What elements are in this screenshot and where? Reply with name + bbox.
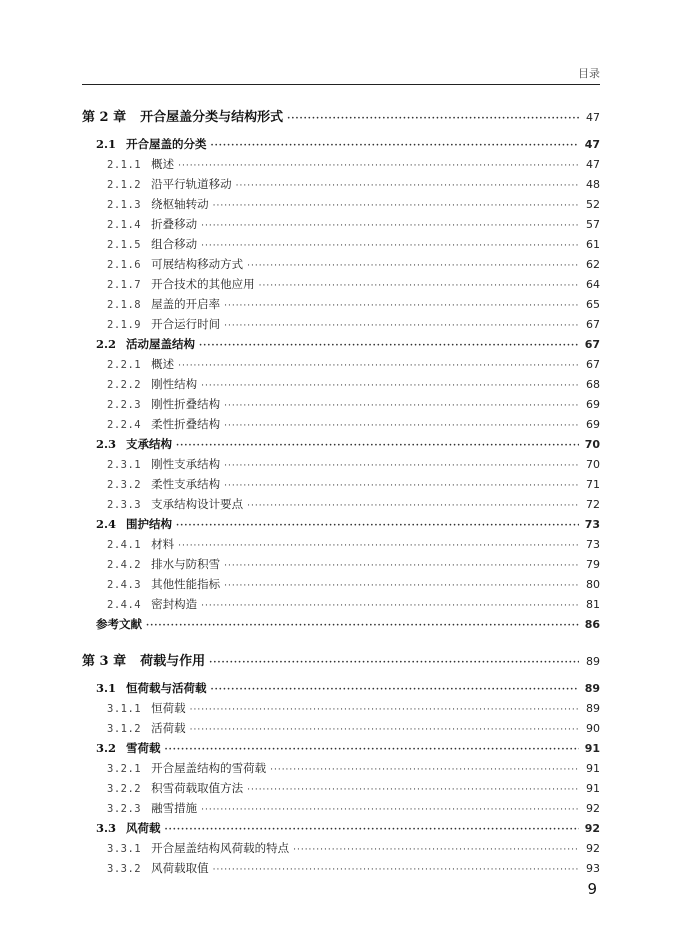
toc-entry-title: 开合屋盖的分类 bbox=[126, 137, 207, 151]
toc-entry-label bbox=[107, 316, 220, 332]
toc-sub-row[interactable] bbox=[82, 156, 600, 176]
toc-page-number: 86 bbox=[584, 618, 600, 631]
toc-entry-title: 开合屋盖分类与结构形式 bbox=[140, 110, 284, 125]
toc-entry-title: 雪荷载 bbox=[126, 741, 161, 755]
toc-page-number: 68 bbox=[586, 378, 600, 391]
toc-entry-label bbox=[107, 840, 289, 856]
toc-page-number: 61 bbox=[586, 238, 600, 251]
toc-entry-number: 3.2.2 bbox=[107, 783, 142, 795]
toc-entry-title: 概述 bbox=[151, 357, 175, 371]
page-number: 9 bbox=[587, 880, 597, 898]
toc-entry-number: 3.3.2 bbox=[107, 863, 142, 875]
toc-page-number: 89 bbox=[586, 702, 600, 715]
toc-entry-label bbox=[107, 476, 220, 492]
toc-page-number: 80 bbox=[586, 578, 600, 591]
toc-entry-label bbox=[107, 216, 197, 232]
toc-refs-row[interactable] bbox=[82, 616, 600, 636]
toc-page-number: 92 bbox=[586, 802, 600, 815]
toc-chapter-row[interactable] bbox=[82, 106, 600, 128]
toc-entry-number: 2.1.8 bbox=[107, 299, 142, 311]
toc-entry-label bbox=[107, 276, 255, 292]
toc-entry-title: 柔性支承结构 bbox=[151, 477, 221, 491]
toc-entry-number: 3.1 bbox=[96, 681, 117, 695]
toc-section-row[interactable] bbox=[82, 820, 600, 840]
toc-entry-number: 3.2 bbox=[96, 741, 117, 755]
header-title: 目录 bbox=[578, 67, 600, 80]
dot-leader bbox=[213, 201, 579, 211]
toc-sub-row[interactable] bbox=[82, 196, 600, 216]
dot-leader bbox=[146, 621, 579, 631]
toc-sub-row[interactable] bbox=[82, 780, 600, 800]
toc-entry-title: 屋盖的开启率 bbox=[151, 297, 221, 311]
toc-entry-title: 其他性能指标 bbox=[151, 577, 221, 591]
toc-entry-label bbox=[96, 436, 172, 452]
toc-page-number: 64 bbox=[586, 278, 600, 291]
toc-entry-number: 2.1.5 bbox=[107, 239, 142, 251]
dot-leader bbox=[178, 541, 579, 551]
dot-leader bbox=[224, 581, 579, 591]
toc-section-row[interactable] bbox=[82, 740, 600, 760]
toc-sub-row[interactable] bbox=[82, 356, 600, 376]
toc-entry-label bbox=[107, 556, 220, 572]
toc-entry-label bbox=[107, 576, 220, 592]
toc-entry-label bbox=[96, 616, 142, 632]
toc-page-number: 47 bbox=[586, 111, 600, 124]
toc-entry-title: 沿平行轨道移动 bbox=[151, 177, 232, 191]
table-of-contents bbox=[82, 106, 600, 880]
toc-page-number: 67 bbox=[586, 318, 600, 331]
toc-entry-number: 2.1.3 bbox=[107, 199, 142, 211]
dot-leader bbox=[209, 658, 579, 668]
toc-entry-number: 2.3.3 bbox=[107, 499, 142, 511]
toc-sub-row[interactable] bbox=[82, 376, 600, 396]
toc-entry-label bbox=[107, 456, 220, 472]
toc-page-number: 69 bbox=[586, 398, 600, 411]
toc-entry-number: 3.1.2 bbox=[107, 723, 142, 735]
toc-page-number: 91 bbox=[586, 762, 600, 775]
dot-leader bbox=[247, 261, 579, 271]
toc-sub-row[interactable] bbox=[82, 496, 600, 516]
toc-entry-number: 3.2.1 bbox=[107, 763, 142, 775]
toc-page-number: 47 bbox=[584, 138, 600, 151]
toc-page-number: 48 bbox=[586, 178, 600, 191]
toc-entry-title: 材料 bbox=[151, 537, 175, 551]
toc-sub-row[interactable] bbox=[82, 216, 600, 236]
dot-leader bbox=[211, 685, 579, 695]
toc-entry-label bbox=[107, 760, 266, 776]
toc-entry-title: 风荷载取值 bbox=[151, 861, 209, 875]
dot-leader bbox=[224, 321, 579, 331]
toc-sub-row[interactable] bbox=[82, 596, 600, 616]
toc-entry-label bbox=[96, 136, 207, 152]
dot-leader bbox=[224, 301, 579, 311]
toc-entry-number: 2.4 bbox=[96, 517, 117, 531]
toc-entry-number: 2.2.1 bbox=[107, 359, 142, 371]
toc-sub-row[interactable] bbox=[82, 316, 600, 336]
toc-sub-row[interactable] bbox=[82, 800, 600, 820]
toc-sub-row[interactable] bbox=[82, 456, 600, 476]
toc-sub-row[interactable] bbox=[82, 576, 600, 596]
toc-entry-label bbox=[107, 396, 220, 412]
toc-entry-title: 支承结构 bbox=[126, 437, 173, 451]
dot-leader bbox=[199, 341, 579, 351]
toc-entry-label bbox=[107, 700, 186, 716]
toc-sub-row[interactable] bbox=[82, 176, 600, 196]
toc-entry-title: 密封构造 bbox=[151, 597, 198, 611]
toc-sub-row[interactable] bbox=[82, 860, 600, 880]
toc-entry-label bbox=[107, 536, 174, 552]
dot-leader bbox=[165, 825, 579, 835]
toc-entry-number: 2.4.3 bbox=[107, 579, 142, 591]
toc-sub-row[interactable] bbox=[82, 840, 600, 860]
chapter-gap bbox=[82, 672, 600, 680]
toc-page-number: 69 bbox=[586, 418, 600, 431]
dot-leader bbox=[259, 281, 579, 291]
toc-entry-number: 3.1.1 bbox=[107, 703, 142, 715]
toc-entry-title: 开合技术的其他应用 bbox=[151, 277, 255, 291]
toc-entry-label bbox=[107, 376, 197, 392]
toc-entry-number: 2.4.1 bbox=[107, 539, 142, 551]
toc-page-number: 73 bbox=[584, 518, 600, 531]
dot-leader bbox=[176, 521, 579, 531]
toc-page-number: 79 bbox=[586, 558, 600, 571]
toc-page-number: 91 bbox=[584, 742, 600, 755]
toc-entry-label bbox=[107, 720, 186, 736]
toc-entry-label bbox=[96, 516, 172, 532]
toc-entry-title: 活动屋盖结构 bbox=[126, 337, 196, 351]
toc-entry-title: 排水与防积雪 bbox=[151, 557, 221, 571]
toc-sub-row[interactable] bbox=[82, 236, 600, 256]
toc-entry-label bbox=[107, 800, 197, 816]
toc-page-number: 73 bbox=[586, 538, 600, 551]
toc-sub-row[interactable] bbox=[82, 536, 600, 556]
toc-section-row[interactable] bbox=[82, 516, 600, 536]
toc-sub-row[interactable] bbox=[82, 476, 600, 496]
toc-entry-title: 参考文献 bbox=[96, 617, 142, 631]
toc-page-number: 92 bbox=[586, 842, 600, 855]
toc-entry-number: 3.2.3 bbox=[107, 803, 142, 815]
toc-entry-label bbox=[107, 196, 209, 212]
toc-entry-title: 积雪荷载取值方法 bbox=[151, 781, 244, 795]
toc-page-number: 89 bbox=[584, 682, 600, 695]
toc-chapter-row[interactable] bbox=[82, 650, 600, 672]
dot-leader bbox=[270, 765, 579, 775]
toc-entry-label bbox=[107, 596, 197, 612]
toc-entry-title: 融雪措施 bbox=[151, 801, 198, 815]
toc-entry-label bbox=[96, 680, 207, 696]
toc-entry-number: 2.3.1 bbox=[107, 459, 142, 471]
toc-entry-title: 刚性结构 bbox=[151, 377, 198, 391]
toc-entry-number: 2.1.9 bbox=[107, 319, 142, 331]
toc-entry-number: 2.2 bbox=[96, 337, 117, 351]
dot-leader bbox=[224, 421, 579, 431]
toc-sub-row[interactable] bbox=[82, 760, 600, 780]
toc-entry-number: 2.3 bbox=[96, 437, 117, 451]
toc-sub-row[interactable] bbox=[82, 556, 600, 576]
dot-leader bbox=[213, 865, 579, 875]
toc-entry-number: 2.2.3 bbox=[107, 399, 142, 411]
toc-page-number: 65 bbox=[586, 298, 600, 311]
toc-entry-number: 2.4.2 bbox=[107, 559, 142, 571]
toc-entry-label bbox=[82, 106, 283, 125]
toc-entry-title: 支承结构设计要点 bbox=[151, 497, 244, 511]
toc-entry-title: 概述 bbox=[151, 157, 175, 171]
toc-entry-number: 2.1.7 bbox=[107, 279, 142, 291]
toc-entry-label bbox=[107, 356, 174, 372]
toc-page-number: 90 bbox=[586, 722, 600, 735]
toc-entry-label bbox=[107, 860, 209, 876]
chapter-gap bbox=[82, 128, 600, 136]
toc-page-number: 67 bbox=[584, 338, 600, 351]
toc-entry-title: 开合屋盖结构的雪荷载 bbox=[151, 761, 267, 775]
toc-page-number: 92 bbox=[584, 822, 600, 835]
toc-entry-title: 刚性折叠结构 bbox=[151, 397, 221, 411]
dot-leader bbox=[176, 441, 579, 451]
toc-page-number: 70 bbox=[584, 438, 600, 451]
toc-entry-number: 2.3.2 bbox=[107, 479, 142, 491]
dot-leader bbox=[201, 381, 579, 391]
toc-entry-label bbox=[107, 296, 220, 312]
dot-leader bbox=[190, 725, 579, 735]
toc-entry-number: 2.1.4 bbox=[107, 219, 142, 231]
dot-leader bbox=[178, 161, 579, 171]
toc-entry-title: 恒荷载 bbox=[151, 701, 186, 715]
toc-entry-label bbox=[107, 256, 243, 272]
toc-page-number: 72 bbox=[586, 498, 600, 511]
toc-entry-title: 恒荷载与活荷载 bbox=[126, 681, 207, 695]
toc-page-number: 47 bbox=[586, 158, 600, 171]
toc-entry-label bbox=[107, 156, 174, 172]
toc-entry-label bbox=[107, 780, 243, 796]
toc-entry-title: 围护结构 bbox=[126, 517, 173, 531]
toc-entry-number: 2.2.4 bbox=[107, 419, 142, 431]
toc-entry-number: 3.3.1 bbox=[107, 843, 142, 855]
toc-sub-row[interactable] bbox=[82, 700, 600, 720]
toc-section-row[interactable] bbox=[82, 436, 600, 456]
toc-entry-title: 刚性支承结构 bbox=[151, 457, 221, 471]
toc-section-row[interactable] bbox=[82, 680, 600, 700]
dot-leader bbox=[165, 745, 579, 755]
toc-entry-title: 开合屋盖结构风荷载的特点 bbox=[151, 841, 290, 855]
toc-page-number: 62 bbox=[586, 258, 600, 271]
dot-leader bbox=[224, 481, 579, 491]
toc-entry-title: 风荷载 bbox=[126, 821, 161, 835]
toc-entry-label bbox=[107, 416, 220, 432]
toc-entry-title: 绕枢轴转动 bbox=[151, 197, 209, 211]
toc-entry-number: 2.1.6 bbox=[107, 259, 142, 271]
dot-leader bbox=[178, 361, 579, 371]
dot-leader bbox=[236, 181, 579, 191]
toc-entry-label bbox=[82, 650, 205, 669]
toc-page-number: 57 bbox=[586, 218, 600, 231]
toc-sub-row[interactable] bbox=[82, 296, 600, 316]
toc-section-row[interactable] bbox=[82, 136, 600, 156]
toc-entry-label bbox=[96, 740, 161, 756]
toc-entry-number: 2.4.4 bbox=[107, 599, 142, 611]
toc-entry-title: 活荷载 bbox=[151, 721, 186, 735]
toc-entry-number: 2.2.2 bbox=[107, 379, 142, 391]
toc-entry-label bbox=[107, 496, 243, 512]
toc-sub-row[interactable] bbox=[82, 416, 600, 436]
toc-entry-label bbox=[107, 236, 197, 252]
toc-entry-number: 第 3 章 bbox=[82, 654, 127, 669]
toc-page-number: 67 bbox=[586, 358, 600, 371]
dot-leader bbox=[201, 805, 579, 815]
toc-entry-label bbox=[96, 820, 161, 836]
toc-sub-row[interactable] bbox=[82, 276, 600, 296]
toc-sub-row[interactable] bbox=[82, 720, 600, 740]
dot-leader bbox=[201, 221, 579, 231]
toc-sub-row[interactable] bbox=[82, 396, 600, 416]
toc-sub-row[interactable] bbox=[82, 256, 600, 276]
toc-section-row[interactable] bbox=[82, 336, 600, 356]
toc-page-number: 71 bbox=[586, 478, 600, 491]
toc-entry-title: 可展结构移动方式 bbox=[151, 257, 244, 271]
toc-entry-title: 荷载与作用 bbox=[140, 654, 206, 669]
toc-entry-number: 2.1.1 bbox=[107, 159, 142, 171]
toc-entry-number: 2.1 bbox=[96, 137, 117, 151]
dot-leader bbox=[211, 141, 579, 151]
toc-page-number: 91 bbox=[586, 782, 600, 795]
toc-page-number: 52 bbox=[586, 198, 600, 211]
toc-entry-number: 3.3 bbox=[96, 821, 117, 835]
toc-entry-title: 组合移动 bbox=[151, 237, 198, 251]
toc-entry-number: 第 2 章 bbox=[82, 110, 127, 125]
toc-page-number: 93 bbox=[586, 862, 600, 875]
dot-leader bbox=[224, 461, 579, 471]
toc-page-number: 89 bbox=[586, 655, 600, 668]
dot-leader bbox=[293, 845, 579, 855]
dot-leader bbox=[247, 785, 579, 795]
toc-entry-label bbox=[107, 176, 232, 192]
dot-leader bbox=[201, 601, 579, 611]
toc-entry-title: 柔性折叠结构 bbox=[151, 417, 221, 431]
dot-leader bbox=[224, 401, 579, 411]
dot-leader bbox=[247, 501, 579, 511]
dot-leader bbox=[190, 705, 579, 715]
dot-leader bbox=[201, 241, 579, 251]
toc-page-number: 70 bbox=[586, 458, 600, 471]
toc-entry-label bbox=[96, 336, 195, 352]
chapter-gap bbox=[82, 636, 600, 650]
running-header bbox=[82, 64, 600, 85]
toc-entry-number: 2.1.2 bbox=[107, 179, 142, 191]
dot-leader bbox=[287, 114, 579, 124]
dot-leader bbox=[224, 561, 579, 571]
toc-entry-title: 折叠移动 bbox=[151, 217, 198, 231]
toc-page-number: 81 bbox=[586, 598, 600, 611]
toc-entry-title: 开合运行时间 bbox=[151, 317, 221, 331]
